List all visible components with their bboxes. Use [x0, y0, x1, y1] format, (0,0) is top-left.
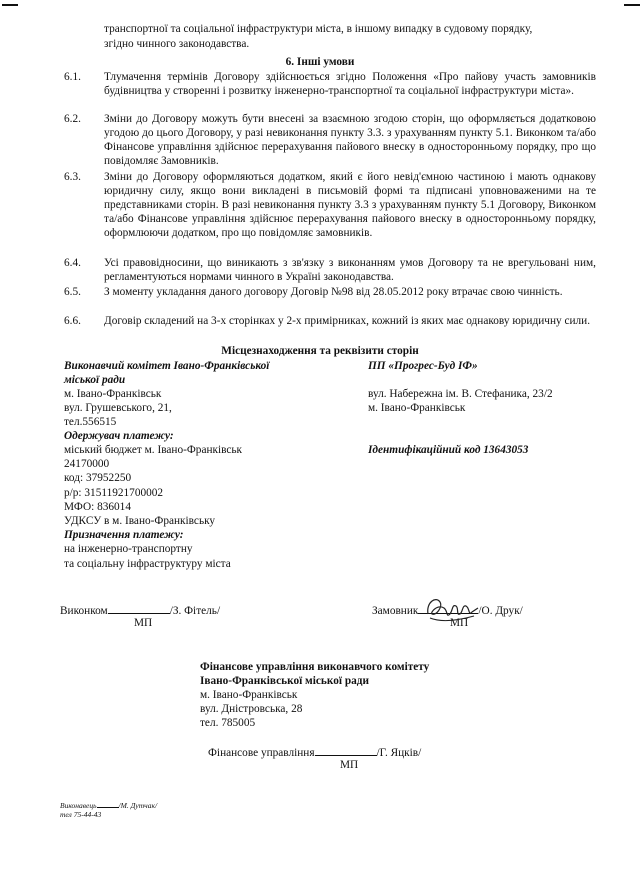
footer-executor — [60, 800, 157, 810]
finance-phone: тел. 785005 — [200, 717, 256, 729]
scan-mark-right — [624, 4, 640, 6]
footer-executor-blank — [97, 800, 119, 808]
left-party-city: м. Івано-Франківськ — [64, 388, 162, 400]
finance-street: вул. Дністровська, 28 — [200, 703, 303, 715]
finance-city: м. Івано-Франківськ — [200, 689, 298, 701]
left-stamp-label: МП — [134, 617, 153, 629]
item-6-1-text: Тлумачення термінів Договору здійснюється згідно Положення «Про пайову участь замовників будівництва у створенні і розвитку інженерно-транспортної та соціальної інфраструктури міста». — [104, 71, 596, 97]
left-signatory-name: /З. Фітель/ — [169, 605, 221, 617]
right-party-id-code: Ідентифікаційний код 13643053 — [368, 444, 529, 456]
finance-title-1: Фінансове управління виконавчого комітету — [200, 661, 430, 673]
finance-stamp-label: МП — [340, 759, 359, 771]
left-signature-blank — [108, 602, 170, 614]
item-6-4-text: Усі правовідносини, що виникають з зв'язку з виконанням умов Договору та не врегульовані ним, регламентуються нормами чинного в Україні законодавства. — [104, 257, 596, 283]
item-6-6-number: 6.6. — [64, 315, 81, 327]
item-6-3-text: Зміни до Договору оформляються додатком, який є його невід'ємною частиною і мають однакову юридичну силу, якщо вони викладені в письмовій формі та підписані уповноваженими на те представниками сторін. В разі невиконання пункту 3.3 з урахуванням пункту 5.1 Договору, Виконком та/або Фінансове управління здійснює перерахування пайового внеску в односторонньому порядку, оформлюючи додатком, про що повідомляє замовників. — [104, 171, 596, 239]
item-6-5-number: 6.5. — [64, 286, 81, 298]
left-party-name-2: міської ради — [64, 374, 126, 386]
right-party-city: м. Івано-Франківськ — [368, 402, 466, 414]
bank-name: УДКСУ в м. Івано-Франківську — [64, 515, 216, 527]
item-6-6-text: Договір складений на 3-х сторінках у 2-х примірниках, кожний із яких має однакову юридичну сили. — [104, 315, 591, 327]
footer-executor-name: /М. Дутчак/ — [118, 801, 158, 810]
right-party-name: ПП «Прогрес-Буд ІФ» — [368, 360, 478, 372]
parties-heading: Місцезнаходження та реквізити сторін — [221, 345, 419, 357]
scan-mark-left — [2, 4, 18, 6]
footer-phone: тел 75-44-43 — [60, 810, 102, 819]
purpose-line-1: на інженерно-транспортну — [64, 543, 193, 555]
payee-name: міський бюджет м. Івано-Франківськ — [64, 444, 243, 456]
right-signatory-name: /О. Друк/ — [478, 605, 523, 617]
section-6-title: 6. Інші умови — [285, 56, 355, 68]
bank-account: р/р: 31511921700002 — [64, 487, 164, 499]
purpose-line-2: та соціальну інфраструктуру міста — [64, 558, 231, 570]
finance-signature-blank — [315, 744, 377, 756]
payee-code: 24170000 — [64, 458, 110, 470]
item-6-4-number: 6.4. — [64, 257, 81, 269]
finance-signature-line — [208, 744, 421, 760]
purpose-label: Призначення платежу: — [64, 529, 184, 541]
right-stamp-label: МП — [450, 617, 469, 629]
right-signature-label: Замовник — [372, 605, 419, 617]
item-6-1-number: 6.1. — [64, 71, 81, 83]
edrpou-code: код: 37952250 — [64, 472, 132, 484]
payee-label: Одержувач платежу: — [64, 430, 174, 442]
item-6-2-text: Зміни до Договору можуть бути внесені за взаємною згодою сторін, що оформляється додатковою угодою до цього Договору, у разі невиконання пункту 3.3. з урахуванням пункту 5.1. Виконком та/або Фінансове управління здійснює перерахування пайового внеску в односторонньому порядку, про що повідомляє Замовників. — [104, 113, 596, 167]
top-line-1: транспортної та соціальної інфраструктури міста, в іншому випадку в судовому порядку, — [104, 23, 533, 35]
top-line-2: згідно чинного законодавства. — [104, 38, 250, 50]
item-6-3-number: 6.3. — [64, 171, 81, 183]
handwritten-signature — [422, 592, 482, 626]
left-party-phone: тел.556515 — [64, 416, 117, 428]
finance-signatory-name: /Г. Яцків/ — [376, 747, 422, 759]
left-party-street: вул. Грушевського, 21, — [64, 402, 172, 414]
finance-title-2: Івано-Франківської міської ради — [200, 675, 370, 687]
left-signature-label: Виконком — [60, 605, 108, 617]
item-6-2-number: 6.2. — [64, 113, 81, 125]
right-party-street: вул. Набережна ім. В. Стефаника, 23/2 — [368, 388, 553, 400]
left-party-name-1: Виконавчий комітет Івано-Франківської — [64, 360, 270, 372]
item-6-5-text: З моменту укладання даного договору Договір №98 від 28.05.2012 року втрачає свою чинність. — [104, 286, 563, 298]
mfo-code: МФО: 836014 — [64, 501, 131, 513]
footer-executor-label: Виконавець — [60, 801, 97, 810]
finance-signature-label: Фінансове управління — [208, 747, 315, 759]
